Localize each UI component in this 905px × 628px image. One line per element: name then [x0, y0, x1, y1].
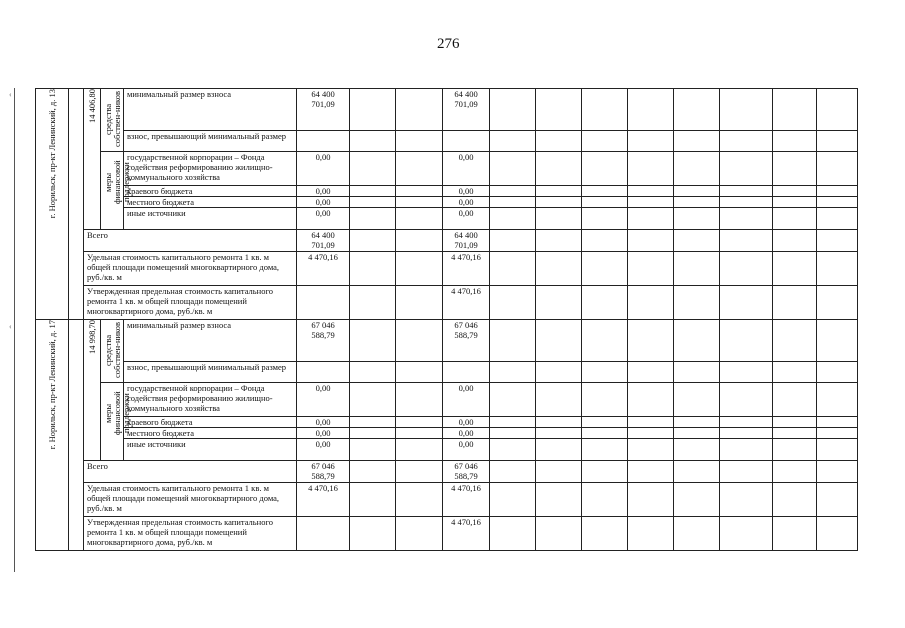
empty-cell — [720, 320, 773, 362]
value-cell: 4 470,16 — [443, 286, 490, 320]
value-cell: 0,00 — [443, 417, 490, 428]
funding-group-owners — [101, 89, 124, 152]
empty-cell — [817, 483, 858, 517]
empty-cell — [396, 186, 443, 197]
spacer-cell — [69, 320, 84, 551]
empty-cell — [817, 186, 858, 197]
empty-cell — [490, 428, 536, 439]
value-cell: 0,00 — [443, 428, 490, 439]
empty-cell — [628, 208, 674, 230]
empty-cell — [674, 428, 720, 439]
empty-cell — [396, 286, 443, 320]
empty-cell — [817, 383, 858, 417]
funding-group-support — [101, 383, 131, 461]
empty-cell — [396, 252, 443, 286]
empty-cell — [628, 89, 674, 131]
empty-cell — [582, 89, 628, 131]
empty-cell — [628, 286, 674, 320]
empty-cell — [536, 439, 582, 461]
empty-cell — [674, 320, 720, 362]
empty-cell — [773, 131, 817, 152]
building-address-text: г. Норильск, пр-кт Ленинский, д. 13 — [47, 89, 57, 219]
empty-cell — [773, 208, 817, 230]
spacer-cell — [69, 89, 84, 320]
empty-cell — [720, 208, 773, 230]
empty-cell — [582, 439, 628, 461]
building-address-text: г. Норильск, пр-кт Ленинский, д. 17 — [47, 320, 57, 450]
value-cell: 67 046 588,79 — [297, 320, 350, 362]
empty-cell — [817, 152, 858, 186]
empty-cell — [720, 483, 773, 517]
unit_cost-label: Удельная стоимость капитального ремонта 1 кв. м общей площади помещений многоквартирного дома, руб./кв. м — [84, 252, 297, 286]
empty-cell — [536, 208, 582, 230]
empty-cell — [490, 186, 536, 197]
edge-mark: ‹ — [9, 322, 12, 331]
vertical-label: средства собствен-ников — [103, 322, 122, 379]
empty-cell — [582, 186, 628, 197]
empty-cell — [582, 131, 628, 152]
value-cell — [297, 286, 350, 320]
empty-cell — [582, 230, 628, 252]
empty-cell — [628, 517, 674, 551]
empty-cell — [674, 362, 720, 383]
empty-cell — [350, 517, 396, 551]
empty-cell — [817, 417, 858, 428]
empty-cell — [773, 286, 817, 320]
empty-cell — [720, 286, 773, 320]
empty-cell — [674, 197, 720, 208]
empty-cell — [720, 89, 773, 131]
empty-cell — [396, 439, 443, 461]
empty-cell — [396, 517, 443, 551]
empty-cell — [674, 131, 720, 152]
empty-cell — [396, 461, 443, 483]
funding-group-support — [101, 152, 131, 230]
row-label: местного бюджета — [124, 197, 297, 208]
empty-cell — [350, 230, 396, 252]
empty-cell — [720, 439, 773, 461]
empty-cell — [582, 517, 628, 551]
value-cell — [443, 362, 490, 383]
empty-cell — [350, 439, 396, 461]
empty-cell — [490, 320, 536, 362]
value-cell: 4 470,16 — [297, 252, 350, 286]
empty-cell — [817, 428, 858, 439]
total-label: Всего — [84, 230, 297, 252]
empty-cell — [817, 320, 858, 362]
empty-cell — [396, 131, 443, 152]
empty-cell — [582, 483, 628, 517]
funding-group-owners — [101, 320, 124, 383]
empty-cell — [396, 428, 443, 439]
empty-cell — [628, 152, 674, 186]
empty-cell — [490, 197, 536, 208]
empty-cell — [582, 197, 628, 208]
value-cell: 67 046 588,79 — [443, 320, 490, 362]
row-label: иные источники — [124, 208, 297, 230]
empty-cell — [536, 483, 582, 517]
row-label: местного бюджета — [124, 428, 297, 439]
empty-cell — [396, 362, 443, 383]
empty-cell — [350, 89, 396, 131]
empty-cell — [396, 89, 443, 131]
empty-cell — [350, 208, 396, 230]
vertical-label: меры финансовой поддержки — [103, 391, 131, 435]
empty-cell — [350, 152, 396, 186]
empty-cell — [674, 517, 720, 551]
empty-cell — [582, 286, 628, 320]
empty-cell — [582, 208, 628, 230]
empty-cell — [536, 417, 582, 428]
vertical-label: средства собствен-ников — [103, 91, 122, 148]
empty-cell — [536, 197, 582, 208]
edge-mark: ‹ — [9, 90, 12, 99]
max_cost-label: Утвержденная предельная стоимость капитального ремонта 1 кв. м общей площади помещений многоквартирного дома, руб./кв. м — [84, 517, 297, 551]
empty-cell — [773, 186, 817, 197]
empty-cell — [350, 197, 396, 208]
empty-cell — [674, 483, 720, 517]
empty-cell — [628, 197, 674, 208]
empty-cell — [350, 320, 396, 362]
row-label: минимальный размер взноса — [124, 89, 297, 131]
empty-cell — [628, 417, 674, 428]
empty-cell — [720, 230, 773, 252]
empty-cell — [490, 152, 536, 186]
empty-cell — [536, 186, 582, 197]
empty-cell — [490, 208, 536, 230]
empty-cell — [773, 439, 817, 461]
empty-cell — [396, 383, 443, 417]
empty-cell — [536, 461, 582, 483]
empty-cell — [490, 417, 536, 428]
building-area — [84, 320, 101, 461]
empty-cell — [536, 89, 582, 131]
empty-cell — [720, 152, 773, 186]
value-cell — [297, 131, 350, 152]
empty-cell — [490, 439, 536, 461]
empty-cell — [773, 197, 817, 208]
value-cell: 0,00 — [297, 152, 350, 186]
empty-cell — [720, 131, 773, 152]
empty-cell — [674, 461, 720, 483]
empty-cell — [817, 131, 858, 152]
empty-cell — [674, 230, 720, 252]
value-cell: 4 470,16 — [443, 252, 490, 286]
empty-cell — [582, 461, 628, 483]
empty-cell — [490, 131, 536, 152]
building-area-text: 14 406,80 — [87, 89, 97, 123]
empty-cell — [490, 362, 536, 383]
empty-cell — [490, 461, 536, 483]
empty-cell — [350, 417, 396, 428]
empty-cell — [396, 197, 443, 208]
empty-cell — [490, 230, 536, 252]
value-cell: 0,00 — [443, 186, 490, 197]
empty-cell — [628, 383, 674, 417]
empty-cell — [720, 517, 773, 551]
value-cell: 0,00 — [297, 417, 350, 428]
empty-cell — [490, 286, 536, 320]
value-cell: 4 470,16 — [297, 483, 350, 517]
building-area — [84, 89, 101, 230]
empty-cell — [582, 252, 628, 286]
empty-cell — [350, 383, 396, 417]
empty-cell — [773, 417, 817, 428]
empty-cell — [720, 417, 773, 428]
row-label: взнос, превышающий минимальный размер — [124, 362, 297, 383]
value-cell: 0,00 — [297, 208, 350, 230]
empty-cell — [817, 517, 858, 551]
value-cell — [443, 131, 490, 152]
empty-cell — [536, 152, 582, 186]
total-label: Всего — [84, 461, 297, 483]
page-number: 276 — [437, 36, 460, 52]
empty-cell — [773, 428, 817, 439]
value-cell: 67 046 588,79 — [297, 461, 350, 483]
empty-cell — [773, 252, 817, 286]
value-cell — [297, 362, 350, 383]
empty-cell — [674, 186, 720, 197]
empty-cell — [350, 461, 396, 483]
value-cell: 67 046 588,79 — [443, 461, 490, 483]
value-cell: 0,00 — [297, 428, 350, 439]
empty-cell — [582, 383, 628, 417]
value-cell — [297, 517, 350, 551]
empty-cell — [674, 152, 720, 186]
value-cell: 0,00 — [297, 186, 350, 197]
empty-cell — [817, 197, 858, 208]
page-frame-edge — [14, 88, 15, 572]
empty-cell — [628, 483, 674, 517]
empty-cell — [582, 362, 628, 383]
empty-cell — [720, 252, 773, 286]
empty-cell — [628, 428, 674, 439]
empty-cell — [817, 362, 858, 383]
empty-cell — [536, 230, 582, 252]
value-cell: 64 400 701,09 — [443, 89, 490, 131]
empty-cell — [773, 483, 817, 517]
empty-cell — [350, 286, 396, 320]
value-cell: 4 470,16 — [443, 517, 490, 551]
empty-cell — [817, 439, 858, 461]
empty-cell — [773, 89, 817, 131]
empty-cell — [536, 320, 582, 362]
building-area-text: 14 998,70 — [87, 320, 97, 354]
empty-cell — [536, 131, 582, 152]
row-label: взнос, превышающий минимальный размер — [124, 131, 297, 152]
value-cell: 4 470,16 — [443, 483, 490, 517]
empty-cell — [350, 428, 396, 439]
building-address — [36, 320, 69, 551]
empty-cell — [396, 320, 443, 362]
empty-cell — [817, 208, 858, 230]
empty-cell — [817, 286, 858, 320]
empty-cell — [396, 417, 443, 428]
value-cell: 0,00 — [297, 439, 350, 461]
empty-cell — [773, 461, 817, 483]
empty-cell — [720, 461, 773, 483]
empty-cell — [536, 428, 582, 439]
empty-cell — [720, 186, 773, 197]
empty-cell — [628, 131, 674, 152]
value-cell: 0,00 — [297, 383, 350, 417]
empty-cell — [720, 428, 773, 439]
empty-cell — [396, 208, 443, 230]
empty-cell — [628, 252, 674, 286]
empty-cell — [350, 252, 396, 286]
row-label: минимальный размер взноса — [124, 320, 297, 362]
empty-cell — [773, 383, 817, 417]
empty-cell — [396, 483, 443, 517]
empty-cell — [350, 362, 396, 383]
empty-cell — [674, 252, 720, 286]
vertical-label: меры финансовой поддержки — [103, 160, 131, 204]
empty-cell — [720, 362, 773, 383]
empty-cell — [817, 461, 858, 483]
empty-cell — [396, 230, 443, 252]
empty-cell — [350, 483, 396, 517]
empty-cell — [350, 186, 396, 197]
repair-cost-table — [35, 88, 858, 551]
empty-cell — [773, 230, 817, 252]
empty-cell — [536, 362, 582, 383]
empty-cell — [817, 252, 858, 286]
empty-cell — [773, 152, 817, 186]
empty-cell — [490, 89, 536, 131]
empty-cell — [582, 417, 628, 428]
value-cell: 64 400 701,09 — [297, 89, 350, 131]
value-cell: 0,00 — [443, 383, 490, 417]
empty-cell — [350, 131, 396, 152]
row-label: государственной корпорации – Фонда содействия реформированию жилищно-коммунального хозяйства — [124, 383, 297, 417]
value-cell: 0,00 — [443, 439, 490, 461]
value-cell: 64 400 701,09 — [297, 230, 350, 252]
empty-cell — [536, 252, 582, 286]
empty-cell — [536, 286, 582, 320]
value-cell: 0,00 — [443, 197, 490, 208]
empty-cell — [628, 230, 674, 252]
row-label: краевого бюджета — [124, 417, 297, 428]
empty-cell — [490, 252, 536, 286]
empty-cell — [582, 152, 628, 186]
empty-cell — [773, 362, 817, 383]
empty-cell — [628, 439, 674, 461]
row-label: краевого бюджета — [124, 186, 297, 197]
empty-cell — [396, 152, 443, 186]
value-cell: 0,00 — [297, 197, 350, 208]
empty-cell — [817, 89, 858, 131]
empty-cell — [628, 461, 674, 483]
empty-cell — [674, 286, 720, 320]
max_cost-label: Утвержденная предельная стоимость капитального ремонта 1 кв. м общей площади помещений многоквартирного дома, руб./кв. м — [84, 286, 297, 320]
empty-cell — [720, 383, 773, 417]
empty-cell — [817, 230, 858, 252]
empty-cell — [773, 320, 817, 362]
empty-cell — [582, 428, 628, 439]
building-address — [36, 89, 69, 320]
empty-cell — [582, 320, 628, 362]
empty-cell — [490, 483, 536, 517]
row-label: иные источники — [124, 439, 297, 461]
empty-cell — [490, 517, 536, 551]
value-cell: 0,00 — [443, 208, 490, 230]
empty-cell — [674, 383, 720, 417]
row-label: государственной корпорации – Фонда содействия реформированию жилищно-коммунального хозяйства — [124, 152, 297, 186]
empty-cell — [628, 186, 674, 197]
value-cell: 64 400 701,09 — [443, 230, 490, 252]
empty-cell — [674, 439, 720, 461]
empty-cell — [674, 89, 720, 131]
empty-cell — [674, 208, 720, 230]
empty-cell — [674, 417, 720, 428]
empty-cell — [490, 383, 536, 417]
empty-cell — [536, 383, 582, 417]
empty-cell — [720, 197, 773, 208]
unit_cost-label: Удельная стоимость капитального ремонта 1 кв. м общей площади помещений многоквартирного дома, руб./кв. м — [84, 483, 297, 517]
value-cell: 0,00 — [443, 152, 490, 186]
empty-cell — [536, 517, 582, 551]
empty-cell — [628, 362, 674, 383]
empty-cell — [628, 320, 674, 362]
empty-cell — [773, 517, 817, 551]
